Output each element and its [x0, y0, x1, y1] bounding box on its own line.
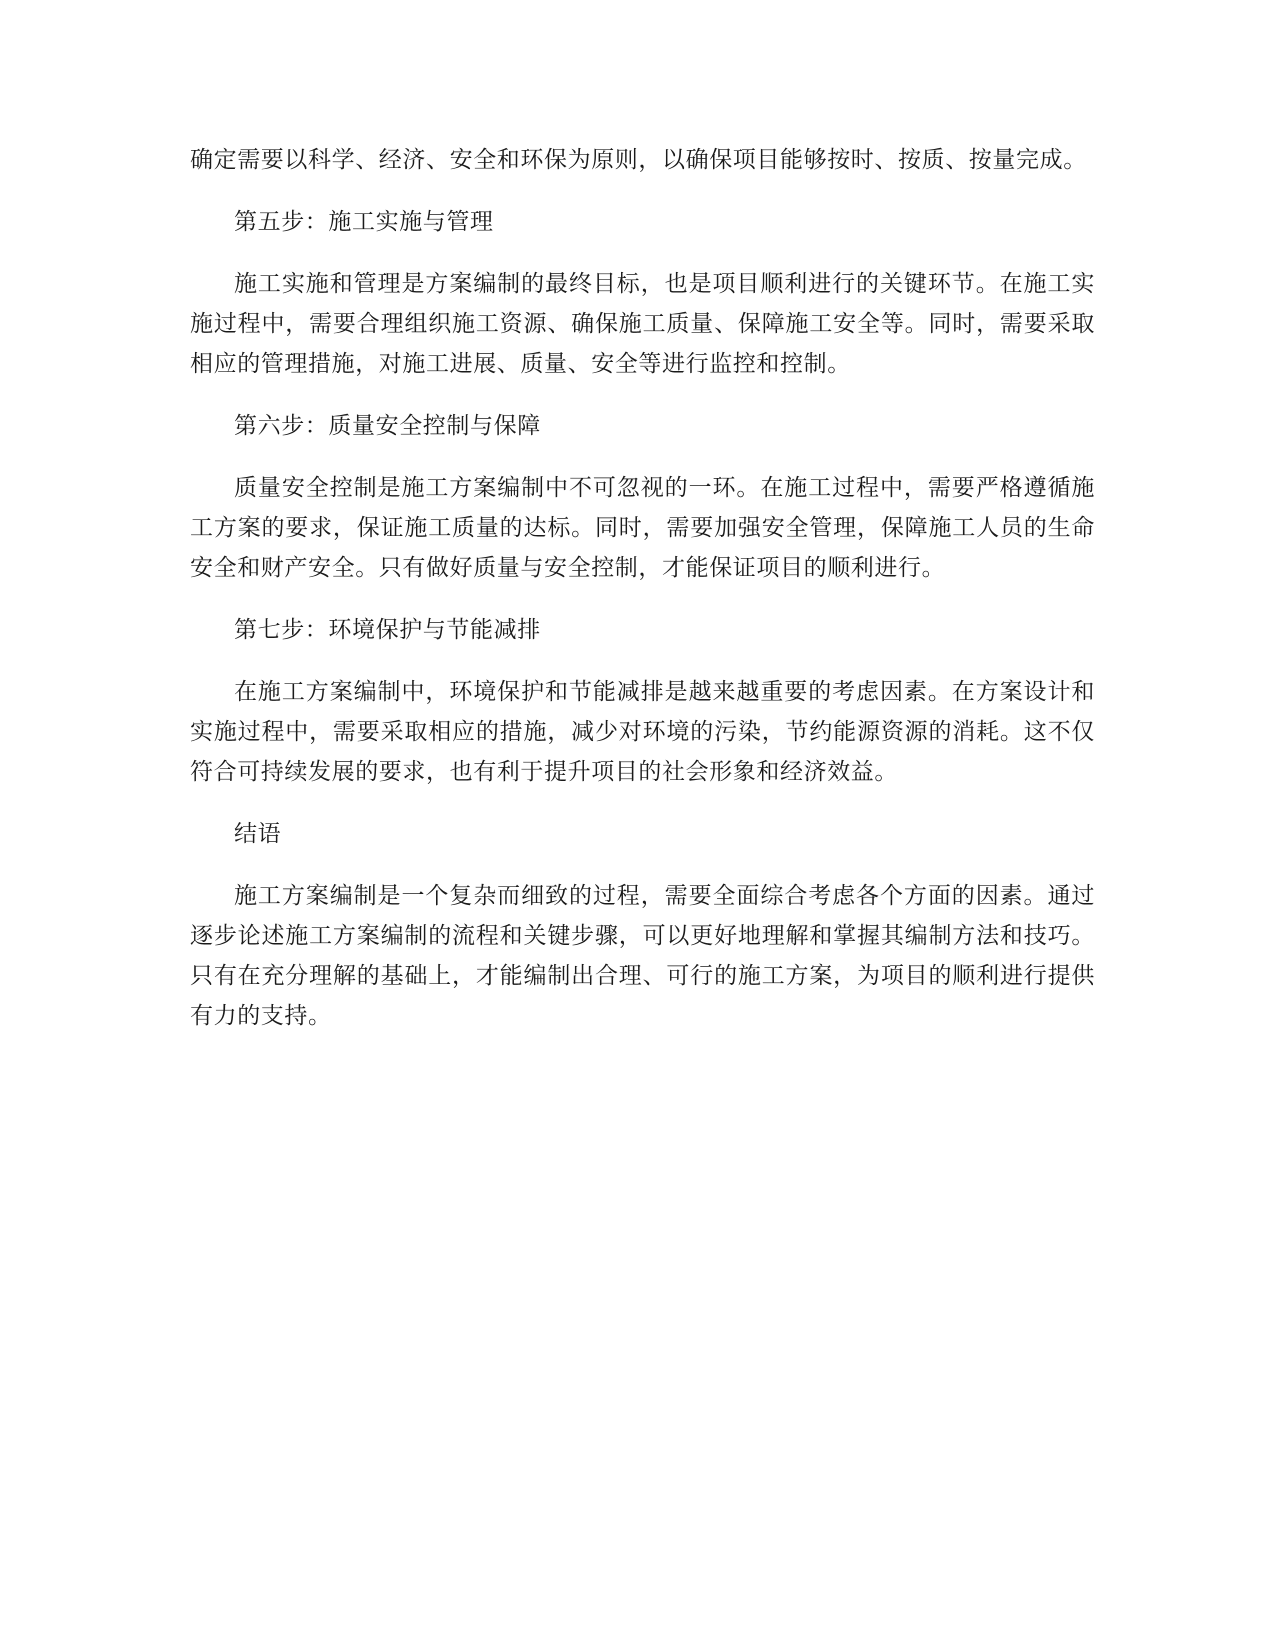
- section-heading-step-7: 第七步：环境保护与节能减排: [234, 617, 541, 643]
- paragraph-conclusion: 施工方案编制是一个复杂而细致的过程，需要全面综合考虑各个方面的因素。通过逐步论述施工方案编制的流程和关键步骤，可以更好地理解和掌握其编制方法和技巧。只有在充分理解的基础上，才能编制出合理、可行的施工方案，为项目的顺利进行提供有力的支持。: [190, 883, 1095, 1029]
- section-heading-step-5: 第五步：施工实施与管理: [234, 209, 494, 235]
- paragraph-step-7: 在施工方案编制中，环境保护和节能减排是越来越重要的考虑因素。在方案设计和实施过程中，需要采取相应的措施，减少对环境的污染，节约能源资源的消耗。这不仅符合可持续发展的要求，也有利于提升项目的社会形象和经济效益。: [190, 679, 1095, 785]
- intro-paragraph-continuation: 确定需要以科学、经济、安全和环保为原则，以确保项目能够按时、按质、按量完成。: [190, 147, 1087, 173]
- document-page: [190, 140, 1095, 1058]
- section-heading-step-6: 第六步：质量安全控制与保障: [234, 413, 541, 439]
- paragraph-step-6: 质量安全控制是施工方案编制中不可忽视的一环。在施工过程中，需要严格遵循施工方案的要求，保证施工质量的达标。同时，需要加强安全管理，保障施工人员的生命安全和财产安全。只有做好质量与安全控制，才能保证项目的顺利进行。: [190, 475, 1095, 581]
- paragraph-step-5: 施工实施和管理是方案编制的最终目标，也是项目顺利进行的关键环节。在施工实施过程中，需要合理组织施工资源、确保施工质量、保障施工安全等。同时，需要采取相应的管理措施，对施工进展、质量、安全等进行监控和控制。: [190, 271, 1095, 377]
- section-heading-conclusion: 结语: [234, 821, 282, 847]
